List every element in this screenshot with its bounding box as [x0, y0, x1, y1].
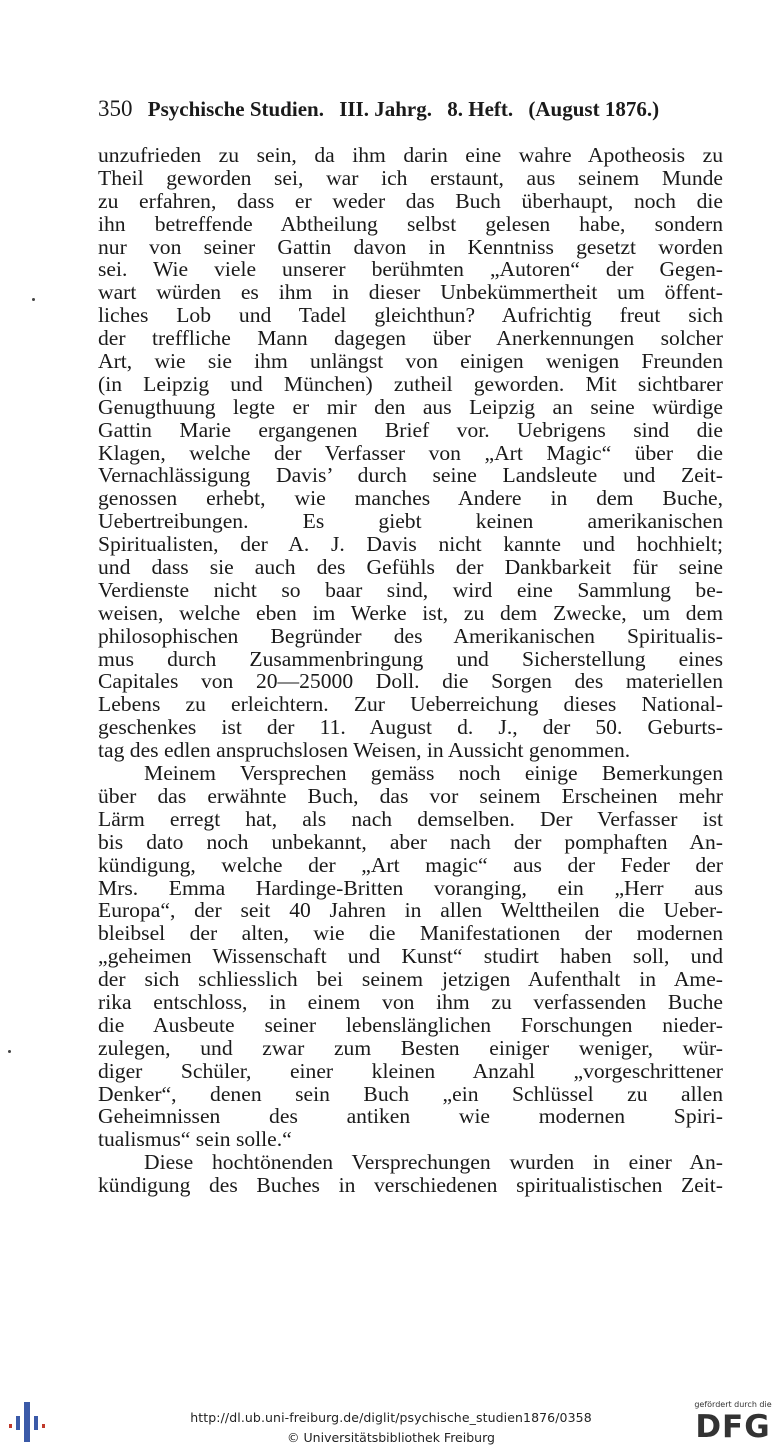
viewer-footer: [0, 1392, 782, 1450]
issue-date: (August 1876.): [528, 97, 660, 121]
margin-mark: [32, 298, 35, 301]
text-line: Capitales von 20—25000 Doll. die Sorgen des materiellen: [98, 669, 723, 694]
text-line: zulegen, und zwar zum Besten einiger weniger, wür-: [98, 1035, 723, 1060]
text-line: Uebertreibungen. Es giebt keinen amerikanischen: [98, 509, 723, 534]
text-line: (in Leipzig und München) zutheil geworden. Mit sichtbarer: [98, 371, 723, 396]
sponsor-caption: gefördert durch die: [694, 1400, 772, 1409]
text-line: bleibsel der alten, wie die Manifestationen der modernen: [98, 921, 723, 946]
text-line: Lärm erregt hat, als nach demselben. Der Verfasser ist: [98, 806, 723, 831]
source-url[interactable]: http://dl.ub.uni-freiburg.de/diglit/psychische_studien1876/0358: [190, 1410, 592, 1425]
text-line: Genugthuung legte er mir den aus Leipzig an seine würdige: [98, 394, 723, 419]
text-line: Gattin Marie ergangenen Brief vor. Uebrigens sind die: [98, 417, 723, 442]
dfg-sponsor: [688, 1400, 778, 1446]
text-line: diger Schüler, einer kleinen Anzahl „vorgeschrittener: [98, 1058, 723, 1083]
text-line: Denker“, denen sein Buch „ein Schlüssel zu allen: [98, 1081, 723, 1106]
text-line: mus durch Zusammenbringung und Sicherstellung eines: [98, 646, 723, 671]
text-line: unzufrieden zu sein, da ihm darin eine wahre Apotheosis zu: [98, 143, 723, 167]
text-line: rika entschloss, in einem von ihm zu verfassenden Buche: [98, 989, 723, 1014]
text-line: ihn betreffende Abtheilung selbst gelesen habe, sondern: [98, 211, 723, 236]
text-line: Mrs. Emma Hardinge-Britten voranging, ein „Herr aus: [98, 875, 723, 900]
text-line: Meinem Versprechen gemäss noch einige Bemerkungen: [144, 761, 723, 786]
text-line: tag des edlen anspruchslosen Weisen, in Aussicht genommen.: [98, 738, 631, 763]
dfg-logo-icon: DFG: [695, 1409, 771, 1445]
text-line: Europa“, der seit 40 Jahren in allen Welttheilen die Ueber-: [98, 898, 723, 923]
text-line: Verdienste nicht so baar sind, wird eine Sammlung be-: [98, 577, 723, 602]
copyright-notice: © Universitätsbibliothek Freiburg: [287, 1430, 495, 1445]
text-line: der sich schliesslich bei seinem jetzigen Aufenthalt in Ame-: [98, 967, 723, 992]
text-line: Theil geworden sei, war ich erstaunt, aus seinem Munde: [98, 165, 723, 190]
journal-title: Psychische Studien.: [147, 97, 324, 121]
volume: III. Jahrg.: [339, 97, 432, 121]
text-line: bis dato noch unbekannt, aber nach der pomphaften An-: [98, 829, 723, 854]
text-line: Vernachlässigung Davis’ durch seine Landsleute und Zeit-: [98, 463, 723, 488]
text-line: nur von seiner Gattin davon in Kenntniss gesetzt worden: [98, 234, 723, 259]
text-line: der treffliche Mann dagegen über Anerkennungen solcher: [98, 326, 723, 351]
text-line: wart würden es ihm in dieser Unbekümmertheit um öffent-: [98, 280, 723, 305]
text-line: Klagen, welche der Verfasser von „Art Magic“ über die: [98, 440, 723, 465]
text-line: genossen erhebt, wie manches Andere in dem Buche,: [98, 486, 723, 511]
page-header: [98, 96, 722, 122]
page-number: 350: [98, 96, 133, 121]
text-line: Spiritualisten, der A. J. Davis nicht kannte und hochhielt;: [98, 532, 723, 557]
body-text: [98, 144, 723, 1197]
text-line: Diese hochtönenden Versprechungen wurden in einer An-: [144, 1150, 723, 1175]
text-line: philosophischen Begründer des Amerikanischen Spiritualis-: [98, 623, 723, 648]
issue: 8. Heft.: [447, 97, 514, 121]
text-line: kündigung, welche der „Art magic“ aus der Feder der: [98, 852, 723, 877]
text-line: liches Lob und Tadel gleichthun? Aufrichtig freut sich: [98, 303, 723, 328]
text-line: sei. Wie viele unserer berühmten „Autoren“ der Gegen-: [98, 257, 723, 282]
text-line: kündigung des Buches in verschiedenen spiritualistischen Zeit-: [98, 1173, 723, 1198]
text-line: Art, wie sie ihm unlängst von einigen wenigen Freunden: [98, 349, 723, 374]
text-line: geschenkes ist der 11. August d. J., der 50. Geburts-: [98, 715, 723, 740]
margin-mark: [8, 1050, 11, 1053]
text-line: zu erfahren, dass er weder das Buch überhaupt, noch die: [98, 188, 723, 213]
text-line: weisen, welche eben im Werke ist, zu dem Zwecke, um dem: [98, 600, 723, 625]
text-line: Geheimnissen des antiken wie modernen Spiri-: [98, 1104, 723, 1129]
text-line: über das erwähnte Buch, das vor seinem Erscheinen mehr: [98, 783, 723, 808]
text-line: die Ausbeute seiner lebenslänglichen Forschungen nieder-: [98, 1012, 723, 1037]
text-line: Lebens zu erleichtern. Zur Ueberreichung dieses National-: [98, 692, 723, 717]
text-line: „geheimen Wissenschaft und Kunst“ studirt haben soll, und: [98, 944, 723, 969]
text-line: und dass sie auch des Gefühls der Dankbarkeit für seine: [98, 555, 723, 580]
text-line: tualismus“ sein solle.“: [98, 1127, 292, 1152]
